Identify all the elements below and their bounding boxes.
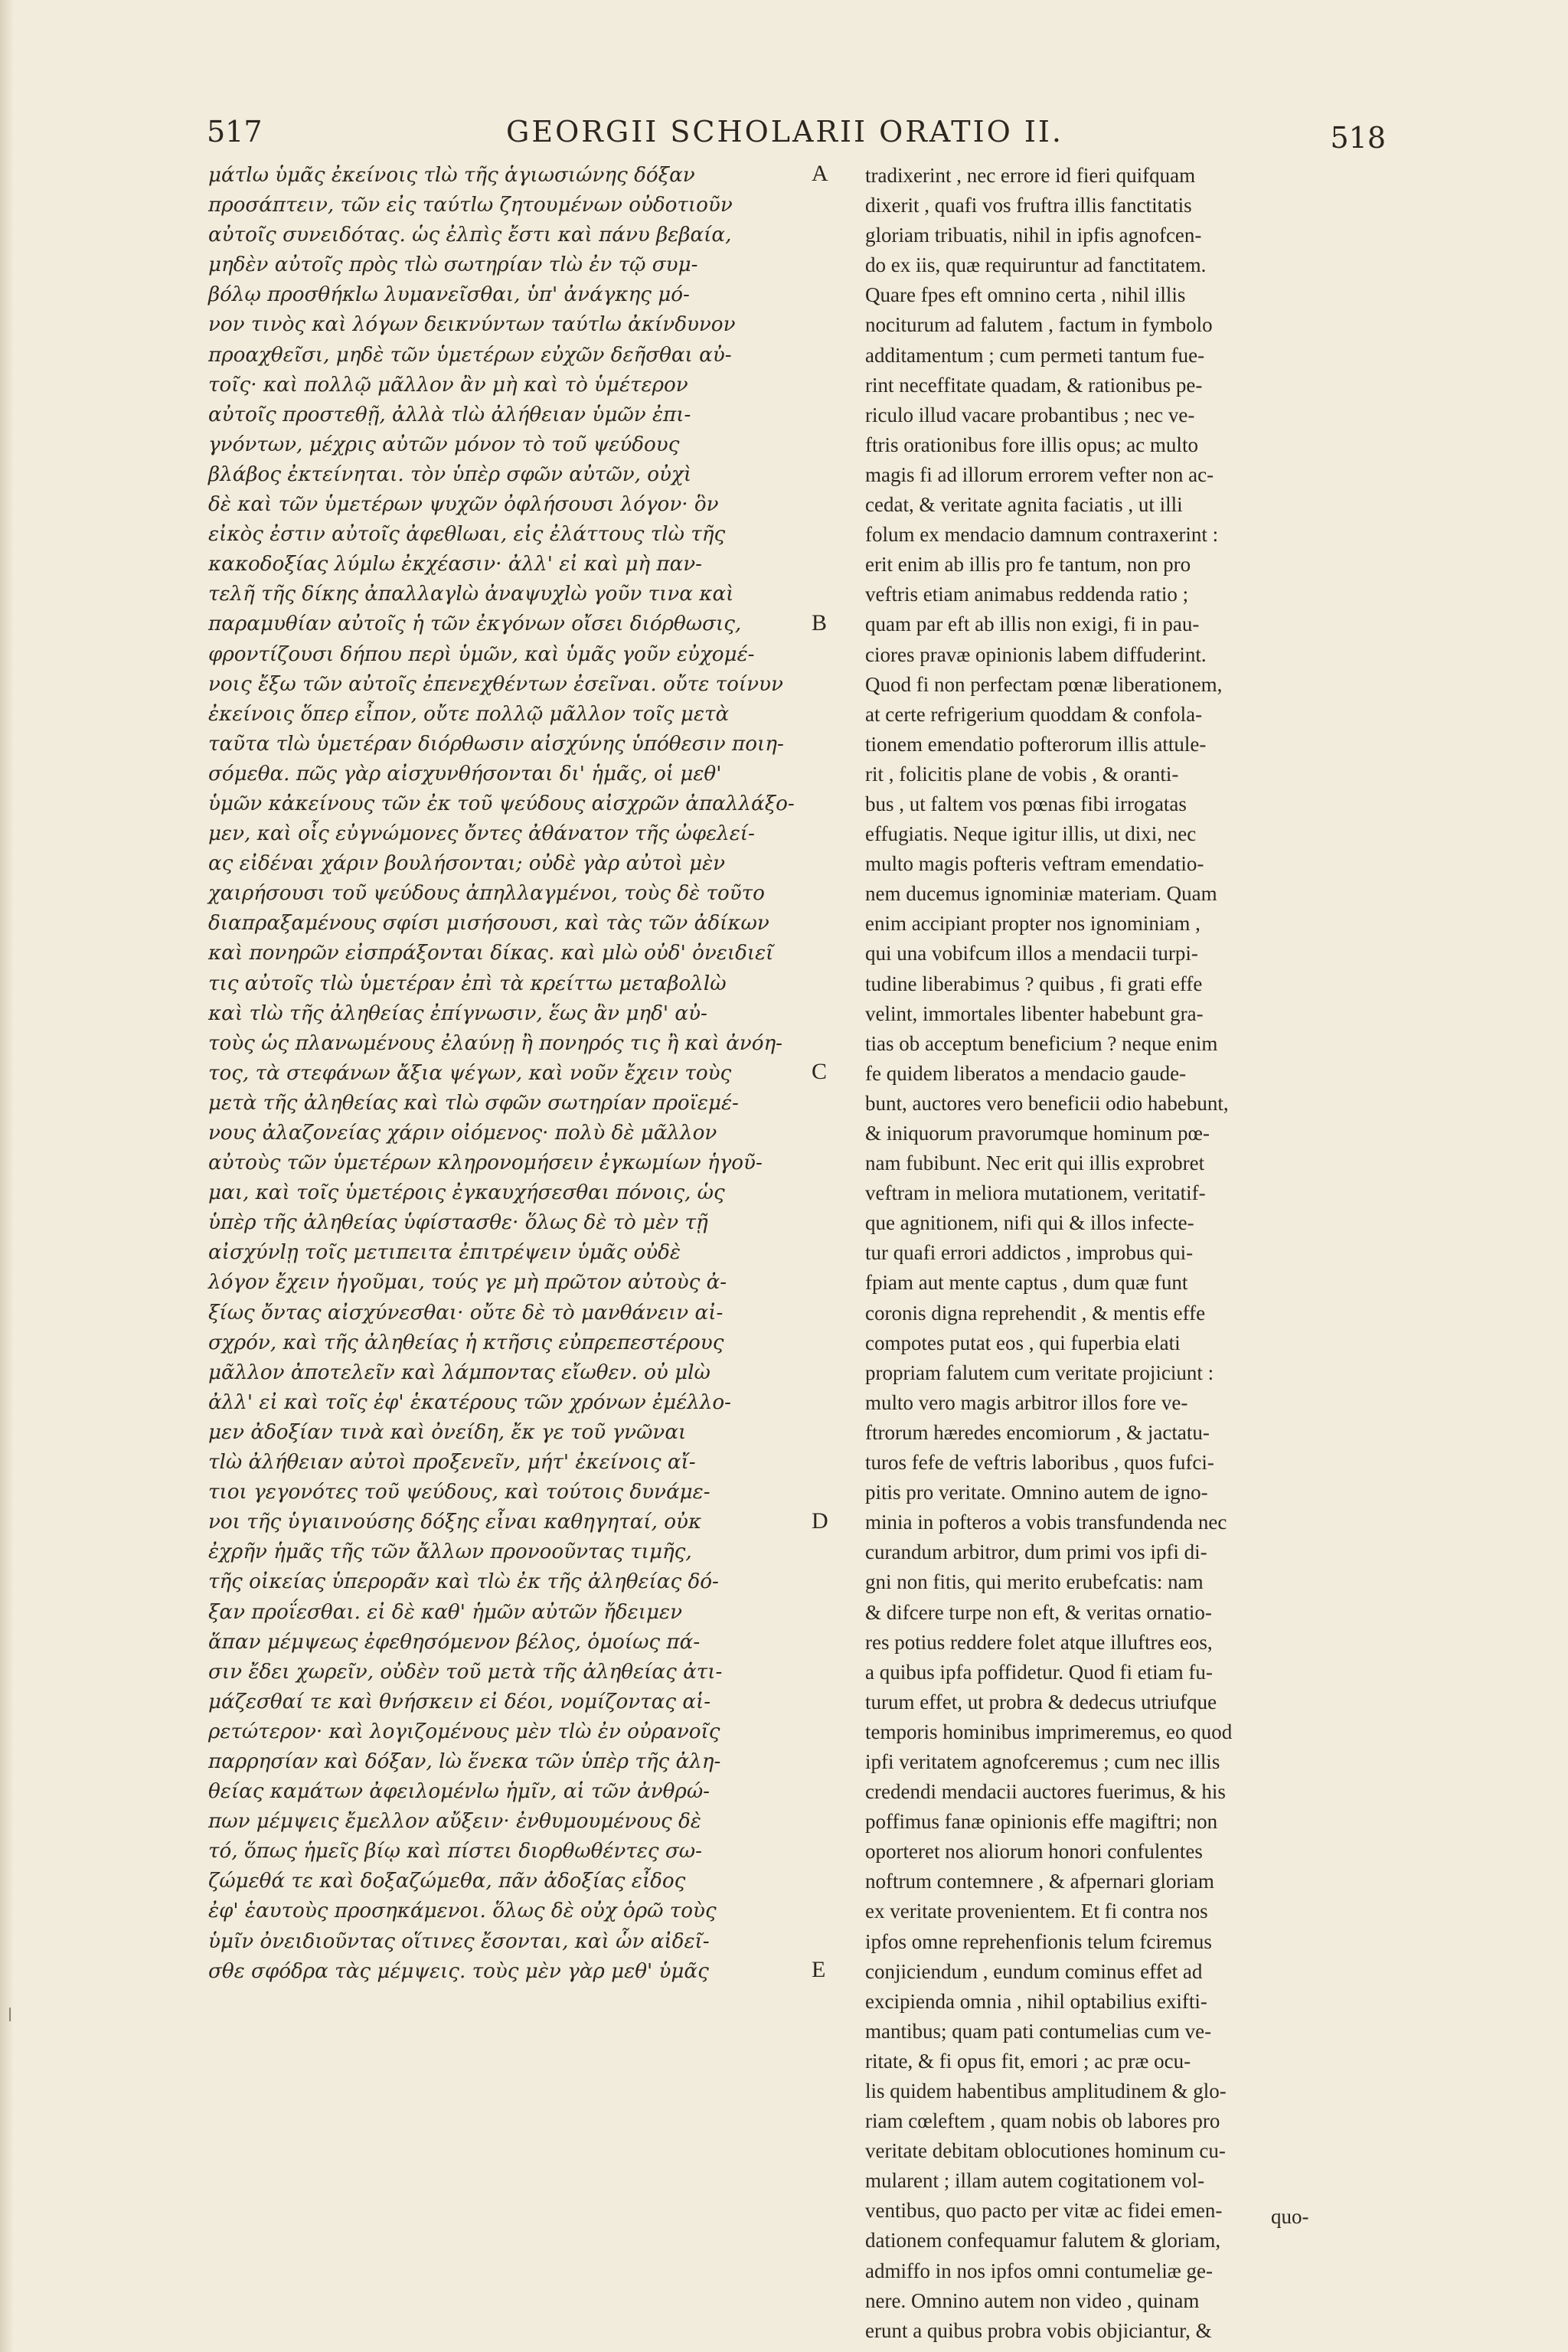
greek-line: βόλῳ προσθήκlω λυμανεῖσθαι, ὑπ' ἀνάγκης μό- — [208, 283, 690, 307]
greek-line: ἅπαν μέμψεως ἐφεθησόμενον βέλος, ὁμοίως πά- — [208, 1630, 701, 1654]
latin-line: nere. Omnino autem non video , quinam — [865, 2288, 1200, 2312]
latin-line: nem ducemus ignominiæ materiam. Quam — [865, 882, 1217, 906]
latin-line: fpiam aut mente captus , dum quæ funt — [865, 1271, 1188, 1295]
greek-line: μᾶλλον ἀποτελεῖν καὶ λάμποντας εἴωθεν. οὐ μlὼ — [208, 1361, 710, 1384]
latin-line: erunt a quibus probra vobis objiciantur, & — [865, 2318, 1212, 2342]
page-number-left: 517 — [207, 115, 263, 149]
latin-line: nam fubibunt. Nec erit qui illis exprobret — [865, 1152, 1205, 1175]
latin-line: mantibus; quam pati contumelias cum ve- — [865, 2019, 1212, 2043]
greek-line: νοις ἔξω τῶν αὐτοῖς ἐπενεχθέντων ἐσεῖναι. οὔτε τοίνυν — [208, 672, 783, 696]
greek-line: αὐτοῖς συνειδότας. ὡς ἐλπὶς ἔστι καὶ πάνυ βεβαία, — [208, 224, 732, 247]
greek-line: καὶ τlὼ τῆς ἀληθείας ἐπίγνωσιν, ἕως ἂν μηδ' αὐ- — [208, 1001, 707, 1025]
greek-line: μαι, καὶ τοῖς ὑμετέροις ἐγκαυχήσεσθαι πόνοις, ὡς — [208, 1181, 725, 1205]
latin-line: tias ob acceptum beneficium ? neque enim — [865, 1031, 1218, 1055]
latin-line: Quod fi non perfectam pœnæ liberationem, — [865, 672, 1223, 696]
latin-line: tur quafi errori addictos , improbus qui- — [865, 1241, 1194, 1265]
latin-line: do ex iis, quæ requiruntur ad fanctitatem. — [865, 253, 1207, 277]
latin-line: oporteret nos aliorum honori confulentes — [865, 1840, 1203, 1864]
greek-line: ἐχρῆν ἡμᾶς τῆς τῶν ἄλλων προνοοῦντας τιμῆς, — [208, 1540, 692, 1564]
greek-line: παρρησίαν καὶ δόξαν, lὼ ἕνεκα τῶν ὑπὲρ τῆς ἀλη- — [208, 1749, 721, 1773]
latin-line: tionem emendatio pofterorum illis attule- — [865, 732, 1207, 756]
latin-line: additamentum ; cum permeti tantum fue- — [865, 343, 1205, 367]
latin-line: riam cœleftem , quam nobis ob labores pro — [865, 2109, 1220, 2133]
greek-line: ζώμεθά τε καὶ δοξαζώμεθα, πᾶν ἀδοξίας εἶδος — [208, 1870, 686, 1893]
latin-line: bunt, auctores vero beneficii odio habebunt, — [865, 1091, 1229, 1115]
greek-line: χαιρήσουσι τοῦ ψεύδους ἀπηλλαγμένοι, τοὺς δὲ τοῦτο — [208, 882, 765, 906]
greek-line: μετὰ τῆς ἀληθείας καὶ τlὼ σφῶν σωτηρίαν προϊεμέ- — [208, 1091, 739, 1115]
latin-line: & iniquorum pravorumque hominum pœ- — [865, 1122, 1210, 1145]
latin-line: a quibus ipfa poffidetur. Quod fi etiam fu- — [865, 1660, 1213, 1684]
greek-line: βλάβος ἐκτείνηται. τὸν ὑπὲρ σφῶν αὐτῶν, οὐχὶ — [208, 462, 692, 486]
latin-text-column — [865, 161, 1370, 2346]
latin-line: ritate, & fi opus fit, emori ; ac præ ocu- — [865, 2049, 1191, 2073]
greek-line: ρετώτερον· καὶ λογιζομένους μὲν τlὼ ἐν οὐρανοῖς — [208, 1720, 720, 1743]
latin-line: noftrum contemnere , & afpernari gloriam — [865, 1870, 1214, 1893]
latin-line: tudine liberabimus ? quibus , fi grati effe — [865, 972, 1203, 995]
greek-line: μάτlω ὑμᾶς ἐκείνοις τlὼ τῆς ἁγιωσιώνης δόξαν — [208, 164, 695, 187]
greek-line: αἰσχύνlῃ τοῖς μετιπειτα ἐπιτρέψειν ὑμᾶς οὐδὲ — [208, 1241, 681, 1265]
latin-line: multo magis pofteris veftram emendatio- — [865, 852, 1204, 876]
latin-line: ciores pravæ opinionis labem diffuderint. — [865, 642, 1207, 666]
greek-line: σόμεθα. πῶς γὰρ αἰσχυνθήσονται δι' ἡμᾶς, οἱ μεθ' — [208, 762, 722, 786]
latin-line: dixerit , quafi vos fruftra illis fanctitatis — [865, 194, 1192, 217]
latin-line: curandum arbitror, dum primi vos ipfi di- — [865, 1540, 1207, 1564]
greek-line: τις αὐτοῖς τlὼ ὑμετέραν ἐπὶ τὰ κρείττω μεταβολlὼ — [208, 972, 727, 995]
latin-line: dationem confequamur falutem & gloriam, — [865, 2229, 1221, 2252]
greek-line: τlὼ ἀλήθειαν αὐτοὶ προξενεῖν, μήτ' ἐκείνοις αἴ- — [208, 1451, 696, 1475]
section-marker: E — [812, 1957, 826, 1982]
latin-line: credendi mendacii auctores fuerimus, & his — [865, 1780, 1226, 1804]
section-marker: C — [812, 1059, 828, 1084]
greek-line: τοῖς· καὶ πολλῷ μᾶλλον ἂν μὴ καὶ τὸ ὑμέτερον — [208, 373, 688, 397]
greek-line: τό, ὅπως ἡμεῖς βίῳ καὶ πίστει διορθωθέντες σω- — [208, 1840, 702, 1864]
latin-line: folum ex mendacio damnum contraxerint : — [865, 523, 1219, 547]
latin-line: pitis pro veritate. Omnino autem de igno- — [865, 1481, 1208, 1504]
page-gutter — [0, 0, 14, 2352]
greek-line: μάζεσθαί τε καὶ θνήσκειν εἰ δέοι, νομίζοντας αἱ- — [208, 1690, 711, 1713]
page-number-right: 518 — [1330, 121, 1386, 155]
section-marker: A — [812, 161, 828, 186]
latin-line: at certe refrigerium quoddam & confola- — [865, 702, 1203, 726]
latin-line: mularent ; illam autem cogitationem vol- — [865, 2169, 1205, 2193]
latin-line: magis fi ad illorum errorem vefter non ac- — [865, 462, 1214, 486]
latin-line: gloriam tribuatis, nihil in ipfis agnofcen- — [865, 224, 1202, 247]
greek-line: τοὺς ὡς πλανωμένους ἐλαύνῃ ἢ πονηρός τις ἢ καὶ ἀνόη- — [208, 1031, 783, 1055]
latin-line: effugiatis. Neque igitur illis, ut dixi, nec — [865, 822, 1197, 846]
latin-line: & difcere turpe non eft, & veritas ornatio- — [865, 1600, 1212, 1624]
greek-line: κακοδοξίας λύμlω ἐκχέασιν· ἀλλ' εἰ καὶ μὴ παν- — [208, 553, 703, 577]
latin-line: veritate debitam oblocutiones hominum cu- — [865, 2139, 1226, 2163]
greek-line: ἐφ' ἑαυτοὺς προσηκάμενοι. ὅλως δὲ οὐχ ὁρῶ τοὺς — [208, 1900, 717, 1923]
greek-text-column — [208, 161, 821, 1987]
latin-line: que agnitionem, nifi qui & illos infecte- — [865, 1211, 1194, 1235]
page-header — [207, 115, 1386, 161]
latin-line: enim accipiant propter nos ignominiam , — [865, 912, 1200, 936]
greek-line: καὶ πονηρῶν εἰσπράξονται δίκας. καὶ μlὼ οὐδ' ὀνειδιεῖ — [208, 942, 774, 965]
latin-line: veftram in meliora mutationem, veritatif- — [865, 1181, 1206, 1205]
greek-line: ξαν προΐεσθαι. εἰ δὲ καθ' ἡμῶν αὐτῶν ἤδειμεν — [208, 1600, 682, 1624]
latin-line: gni non fitis, qui merito erubefcatis: nam — [865, 1570, 1204, 1594]
greek-line: μηδὲν αὐτοῖς πρὸς τlὼ σωτηρίαν τlὼ ἐν τῷ συμ- — [208, 253, 698, 277]
greek-line: νους ἀλαζονείας χάριν οἰόμενος· πολὺ δὲ μᾶλλον — [208, 1122, 717, 1145]
greek-line: αὐτοῖς προστεθῇ, ἀλλὰ τlὼ ἀλήθειαν ὑμῶν ἐπι- — [208, 403, 691, 426]
greek-line: φροντίζουσι δήπου περὶ ὑμῶν, καὶ ὑμᾶς γοῦν εὐχομέ- — [208, 642, 755, 666]
section-marker: D — [812, 1508, 828, 1534]
greek-line: προαχθεῖσι, μηδὲ τῶν ὑμετέρων εὐχῶν δεῆσθαι αὐ- — [208, 343, 732, 367]
greek-line: ὑπὲρ τῆς ἀληθείας ὑφίστασθε· ὅλως δὲ τὸ μὲν τῇ — [208, 1211, 708, 1235]
greek-line: τῆς οἰκείας ὑπερορᾶν καὶ τlὼ ἐκ τῆς ἀληθείας δό- — [208, 1570, 719, 1594]
latin-line: ftris orationibus fore illis opus; ac multo — [865, 433, 1198, 456]
latin-line: turum effet, ut probra & dedecus utriufque — [865, 1690, 1217, 1713]
greek-line: διαπραξαμένους σφίσι μισήσουσι, καὶ τὰς τῶν ἀδίκων — [208, 912, 769, 936]
greek-line: ὑμῖν ὀνειδιοῦντας οἵτινες ἔσονται, καὶ ὧν αἰδεῖ- — [208, 1929, 710, 1953]
latin-line: bus , ut faltem vos pœnas fibi irrogatas — [865, 792, 1187, 815]
latin-line: propriam falutem cum veritate projiciunt : — [865, 1361, 1214, 1384]
greek-line: δὲ καὶ τῶν ὑμετέρων ψυχῶν ὀφλήσουσι λόγον· ὃν — [208, 493, 719, 517]
greek-line: σιν ἔδει χωρεῖν, οὐδὲν τοῦ μετὰ τῆς ἀληθείας ἀτι- — [208, 1660, 723, 1684]
greek-line: νον τινὸς καὶ λόγων δεικνύντων ταύτlω ἀκίνδυνον — [208, 313, 736, 337]
latin-line: quam par eft ab illis non exigi, fi in pau- — [865, 612, 1200, 636]
latin-line: ipfi veritatem agnofceremus ; cum nec illis — [865, 1749, 1220, 1773]
greek-line: πων μέμψεις ἔμελλον αὔξειν· ἐνθυμουμένους δὲ — [208, 1810, 701, 1834]
latin-line: ex veritate provenientem. Et fi contra nos — [865, 1900, 1208, 1923]
margin-mark: | — [8, 2006, 13, 2022]
latin-line: rit , folicitis plane de vobis , & oranti- — [865, 762, 1179, 786]
greek-line: τιοι γεγονότες τοῦ ψεύδους, καὶ τούτοις δυνάμε- — [208, 1481, 710, 1504]
greek-line: θείας καμάτων ἀφειλομένlω ἡμῖν, αἱ τῶν ἀνθρώ- — [208, 1780, 710, 1804]
latin-line: velint, immortales libenter habebunt gra- — [865, 1001, 1204, 1025]
latin-line: minia in pofteros a vobis transfundenda nec — [865, 1511, 1227, 1534]
latin-line: qui una vobifcum illos a mendacii turpi- — [865, 942, 1198, 965]
greek-line: αὐτοὺς τῶν ὑμετέρων κληρονομήσειν ἐγκωμίων ἡγοῦ- — [208, 1152, 763, 1175]
catchword: quo- — [1271, 2205, 1309, 2228]
greek-line: παραμυθίαν αὐτοῖς ἡ τῶν ἐκγόνων οἴσει διόρθωσις, — [208, 612, 742, 636]
greek-line: λόγον ἔχειν ἡγοῦμαι, τούς γε μὴ πρῶτον αὐτοὺς ἀ- — [208, 1271, 727, 1295]
section-marker: B — [812, 609, 828, 635]
latin-line: tradixerint , nec errore id fieri quifquam — [865, 164, 1196, 187]
greek-line: τελῆ τῆς δίκης ἀπαλλαγlὼ ἀναψυχlὼ γοῦν τινα καὶ — [208, 583, 734, 606]
greek-line: εἰκὸς ἐστιν αὐτοῖς ἀφεθlωαι, εἰς ἐλάττους τlὼ τῆς — [208, 523, 726, 547]
greek-line: νοι τῆς ὑγιαινούσης δόξης εἶναι καθηγηταί, οὐκ — [208, 1511, 702, 1534]
greek-line: τος, τὰ στεφάνων ἄξια ψέγων, καὶ νοῦν ἔχειν τοὺς — [208, 1061, 732, 1085]
greek-line: μεν ἀδοξίαν τινὰ καὶ ὀνείδη, ἔκ γε τοῦ γνῶναι — [208, 1420, 687, 1444]
latin-line: compotes putat eos , qui fuperbia elati — [865, 1331, 1181, 1354]
latin-line: admiffo in nos ipfos omni contumeliæ ge- — [865, 2259, 1213, 2282]
latin-line: ventibus, quo pacto per vitæ ac fidei emen- — [865, 2199, 1223, 2223]
greek-line: σθε σφόδρα τὰς μέμψεις. τοὺς μὲν γὰρ μεθ' ὑμᾶς — [208, 1959, 709, 1983]
greek-line: ἐκείνοις ὅπερ εἶπον, οὔτε πολλῷ μᾶλλον τοῖς μετὰ — [208, 702, 730, 726]
greek-line: μεν, καὶ οἷς εὐγνώμονες ὄντες ἀθάνατον τῆς ὠφελεί- — [208, 822, 755, 846]
latin-line: Quare fpes eft omnino certa , nihil illis — [865, 283, 1186, 307]
latin-line: temporis hominibus imprimeremus, eo quod — [865, 1720, 1233, 1743]
greek-line: ξίως ὄντας αἰσχύνεσθαι· οὔτε δὲ τὸ μανθάνειν αἰ- — [208, 1301, 724, 1325]
greek-line: ὑμῶν κἀκείνους τῶν ἐκ τοῦ ψεύδους αἰσχρῶν ἀπαλλάξο- — [208, 792, 795, 815]
latin-line: turos fefe de veftris laboribus , quos fufci- — [865, 1451, 1214, 1475]
greek-line: προσάπτειν, τῶν εἰς ταύτlω ζητουμένων οὐδοτιοῦν — [208, 194, 733, 217]
latin-line: multo vero magis arbitror illos fore ve- — [865, 1390, 1188, 1414]
greek-line: ἀλλ' εἰ καὶ τοῖς ἐφ' ἑκατέρους τῶν χρόνων ἐμέλλο- — [208, 1390, 732, 1414]
greek-line: γνόντων, μέχρις αὐτῶν μόνον τὸ τοῦ ψεύδους — [208, 433, 680, 456]
latin-line: ftrorum hæredes encomiorum , & jactatu- — [865, 1420, 1210, 1444]
latin-line: nociturum ad falutem , factum in fymbolo — [865, 313, 1213, 337]
latin-line: rint neceffitate quadam, & rationibus pe- — [865, 373, 1203, 397]
latin-line: erit enim ab illis pro fe tantum, non pro — [865, 553, 1191, 577]
latin-line: conjiciendum , eundum cominus effet ad — [865, 1959, 1203, 1983]
greek-line: ας εἰδέναι χάριν βουλήσονται; οὐδὲ γὰρ αὐτοὶ μὲν — [208, 852, 726, 876]
greek-line: σχρόν, καὶ τῆς ἀληθείας ἡ κτῆσις εὐπρεπεστέρους — [208, 1331, 724, 1354]
latin-line: excipienda omnia , nihil optabilius exifti- — [865, 1989, 1207, 2013]
latin-line: veftris etiam animabus reddenda ratio ; — [865, 583, 1189, 606]
latin-line: coronis digna reprehendit , & mentis effe — [865, 1301, 1206, 1325]
running-title: GEORGII SCHOLARII ORATIO II. — [506, 115, 1063, 149]
latin-line: lis quidem habentibus amplitudinem & glo- — [865, 2079, 1227, 2102]
greek-line: ταῦτα τlὼ ὑμετέραν διόρθωσιν αἰσχύνης ὑπόθεσιν ποιη- — [208, 732, 784, 756]
latin-line: res potius reddere folet atque illuftres eos, — [865, 1630, 1213, 1654]
latin-line: fe quidem liberatos a mendacio gaude- — [865, 1061, 1187, 1085]
latin-line: poffimus fanæ opinionis effe magiftri; non — [865, 1810, 1218, 1834]
latin-line: ipfos omne reprehenfionis telum fciremus — [865, 1929, 1212, 1953]
latin-line: riculo illud vacare probantibus ; nec ve- — [865, 403, 1195, 426]
latin-line: cedat, & veritate agnita faciatis , ut illi — [865, 493, 1183, 517]
